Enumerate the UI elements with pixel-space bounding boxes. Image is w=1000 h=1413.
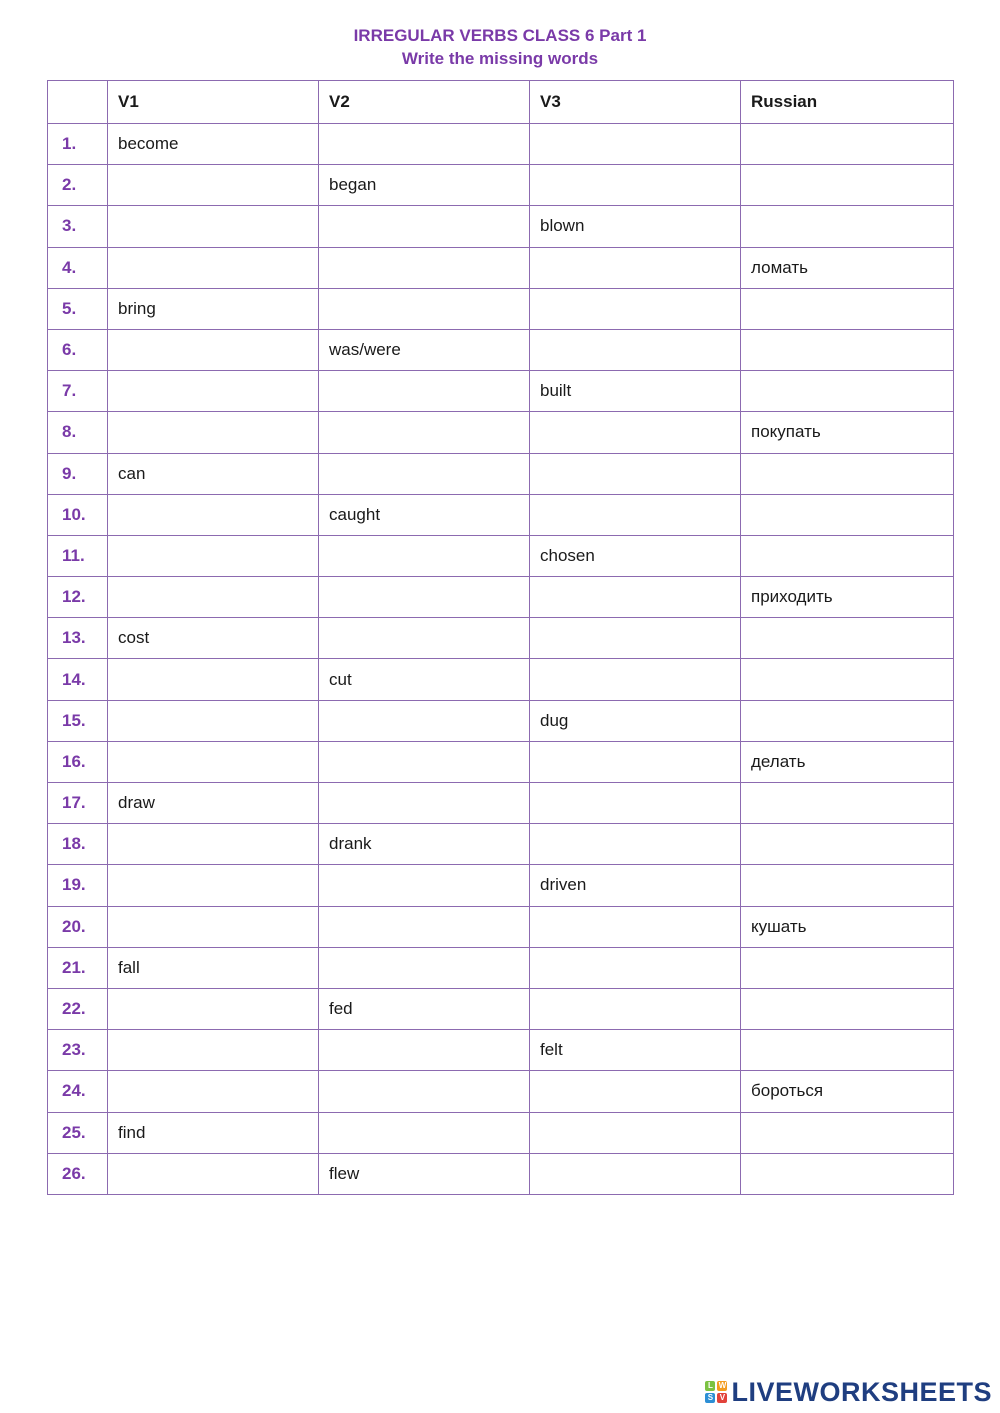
cell-v1[interactable] <box>108 165 319 206</box>
row-number: 8. <box>48 412 108 453</box>
cell-v1[interactable] <box>108 412 319 453</box>
table-row <box>48 371 954 412</box>
cell-v2: caught <box>319 494 530 535</box>
cell-russian[interactable] <box>741 865 954 906</box>
cell-v2[interactable] <box>319 1030 530 1071</box>
row-number: 18. <box>48 824 108 865</box>
cell-v2[interactable] <box>319 453 530 494</box>
cell-v1[interactable] <box>108 988 319 1029</box>
cell-v2[interactable] <box>319 865 530 906</box>
row-number: 16. <box>48 741 108 782</box>
cell-v3[interactable] <box>530 1153 741 1194</box>
cell-v2[interactable] <box>319 124 530 165</box>
cell-v2: drank <box>319 824 530 865</box>
cell-russian: покупать <box>741 412 954 453</box>
cell-v2[interactable] <box>319 906 530 947</box>
cell-v3[interactable] <box>530 165 741 206</box>
logo-mark-s: S <box>705 1393 715 1403</box>
cell-v2[interactable] <box>319 947 530 988</box>
cell-v3: driven <box>530 865 741 906</box>
cell-v3[interactable] <box>530 824 741 865</box>
cell-v1[interactable] <box>108 494 319 535</box>
row-number: 2. <box>48 165 108 206</box>
cell-russian[interactable] <box>741 618 954 659</box>
cell-v2[interactable] <box>319 741 530 782</box>
cell-v1[interactable] <box>108 1071 319 1112</box>
cell-v3[interactable] <box>530 783 741 824</box>
table-row <box>48 1071 954 1112</box>
table-body <box>48 124 954 1195</box>
table-row <box>48 906 954 947</box>
cell-russian[interactable] <box>741 1030 954 1071</box>
table-row <box>48 165 954 206</box>
cell-russian[interactable] <box>741 783 954 824</box>
cell-v2[interactable] <box>319 1112 530 1153</box>
cell-russian[interactable] <box>741 288 954 329</box>
row-number: 1. <box>48 124 108 165</box>
cell-v1[interactable] <box>108 577 319 618</box>
cell-russian[interactable] <box>741 947 954 988</box>
cell-v1[interactable] <box>108 535 319 576</box>
cell-v3[interactable] <box>530 906 741 947</box>
cell-v3: dug <box>530 700 741 741</box>
cell-v3[interactable] <box>530 947 741 988</box>
cell-v2: was/were <box>319 329 530 370</box>
row-number: 17. <box>48 783 108 824</box>
table-row <box>48 124 954 165</box>
cell-v2: fed <box>319 988 530 1029</box>
table-row <box>48 577 954 618</box>
cell-russian[interactable] <box>741 453 954 494</box>
row-number: 22. <box>48 988 108 1029</box>
cell-v3[interactable] <box>530 1112 741 1153</box>
row-number: 13. <box>48 618 108 659</box>
table-row <box>48 700 954 741</box>
logo-mark-l: L <box>705 1381 715 1391</box>
cell-v3[interactable] <box>530 618 741 659</box>
cell-v3[interactable] <box>530 453 741 494</box>
cell-v3[interactable] <box>530 659 741 700</box>
table-row <box>48 618 954 659</box>
cell-v1[interactable] <box>108 247 319 288</box>
cell-v1[interactable] <box>108 865 319 906</box>
cell-russian: бороться <box>741 1071 954 1112</box>
cell-russian[interactable] <box>741 988 954 1029</box>
cell-russian[interactable] <box>741 535 954 576</box>
cell-v1: can <box>108 453 319 494</box>
header-v2: V2 <box>319 81 530 124</box>
table-row <box>48 494 954 535</box>
cell-v3: built <box>530 371 741 412</box>
table-row <box>48 988 954 1029</box>
table-row <box>48 1153 954 1194</box>
cell-v1[interactable] <box>108 329 319 370</box>
cell-v3[interactable] <box>530 247 741 288</box>
header-v3: V3 <box>530 81 741 124</box>
row-number: 20. <box>48 906 108 947</box>
table-row <box>48 453 954 494</box>
cell-russian[interactable] <box>741 1153 954 1194</box>
row-number: 21. <box>48 947 108 988</box>
cell-v3[interactable] <box>530 124 741 165</box>
row-number: 14. <box>48 659 108 700</box>
row-number: 26. <box>48 1153 108 1194</box>
cell-v3[interactable] <box>530 741 741 782</box>
cell-v2[interactable] <box>319 247 530 288</box>
row-number: 4. <box>48 247 108 288</box>
logo-mark-icon <box>705 1381 727 1403</box>
cell-v1: bring <box>108 288 319 329</box>
cell-v3[interactable] <box>530 288 741 329</box>
cell-v1[interactable] <box>108 1153 319 1194</box>
cell-russian: приходить <box>741 577 954 618</box>
title-line-2: Write the missing words <box>401 49 599 68</box>
cell-russian[interactable] <box>741 206 954 247</box>
row-number: 9. <box>48 453 108 494</box>
cell-v1: fall <box>108 947 319 988</box>
cell-v3[interactable] <box>530 577 741 618</box>
table-row <box>48 947 954 988</box>
cell-v1: find <box>108 1112 319 1153</box>
cell-v2[interactable] <box>319 535 530 576</box>
row-number: 12. <box>48 577 108 618</box>
liveworksheets-logo <box>705 1377 992 1407</box>
cell-russian: ломать <box>741 247 954 288</box>
cell-russian[interactable] <box>741 124 954 165</box>
cell-v1[interactable] <box>108 741 319 782</box>
row-number: 15. <box>48 700 108 741</box>
verbs-table <box>47 80 954 1195</box>
header-number <box>48 81 108 124</box>
table-row <box>48 247 954 288</box>
cell-v1[interactable] <box>108 824 319 865</box>
cell-v3[interactable] <box>530 412 741 453</box>
table-row <box>48 1112 954 1153</box>
cell-v3: blown <box>530 206 741 247</box>
cell-russian[interactable] <box>741 659 954 700</box>
cell-v1[interactable] <box>108 659 319 700</box>
table-row <box>48 288 954 329</box>
cell-v1[interactable] <box>108 906 319 947</box>
cell-v2: cut <box>319 659 530 700</box>
cell-v1: draw <box>108 783 319 824</box>
cell-russian[interactable] <box>741 1112 954 1153</box>
row-number: 23. <box>48 1030 108 1071</box>
cell-v3: felt <box>530 1030 741 1071</box>
cell-v2[interactable] <box>319 577 530 618</box>
cell-v2[interactable] <box>319 288 530 329</box>
row-number: 6. <box>48 329 108 370</box>
cell-v1[interactable] <box>108 206 319 247</box>
cell-v3[interactable] <box>530 329 741 370</box>
table-row <box>48 1030 954 1071</box>
table-row <box>48 412 954 453</box>
cell-v1: become <box>108 124 319 165</box>
cell-v1: cost <box>108 618 319 659</box>
cell-v2[interactable] <box>319 700 530 741</box>
header-v1: V1 <box>108 81 319 124</box>
cell-v2[interactable] <box>319 412 530 453</box>
cell-v3[interactable] <box>530 1071 741 1112</box>
cell-v2: flew <box>319 1153 530 1194</box>
row-number: 5. <box>48 288 108 329</box>
cell-russian[interactable] <box>741 371 954 412</box>
cell-v1[interactable] <box>108 700 319 741</box>
row-number: 10. <box>48 494 108 535</box>
cell-v1[interactable] <box>108 1030 319 1071</box>
cell-russian[interactable] <box>741 329 954 370</box>
header-russian: Russian <box>741 81 954 124</box>
cell-v2[interactable] <box>319 371 530 412</box>
cell-russian[interactable] <box>741 494 954 535</box>
table-row <box>48 741 954 782</box>
worksheet-title <box>0 24 1000 70</box>
cell-russian: делать <box>741 741 954 782</box>
cell-russian: кушать <box>741 906 954 947</box>
cell-v3: chosen <box>530 535 741 576</box>
title-line-1: IRREGULAR VERBS CLASS 6 Part 1 <box>353 26 647 45</box>
table-row <box>48 865 954 906</box>
logo-mark-w: W <box>718 1381 727 1390</box>
cell-v2: began <box>319 165 530 206</box>
row-number: 19. <box>48 865 108 906</box>
table-row <box>48 783 954 824</box>
row-number: 24. <box>48 1071 108 1112</box>
row-number: 11. <box>48 535 108 576</box>
cell-v1[interactable] <box>108 371 319 412</box>
cell-v3[interactable] <box>530 494 741 535</box>
logo-mark-v: V <box>717 1393 727 1403</box>
row-number: 3. <box>48 206 108 247</box>
row-number: 7. <box>48 371 108 412</box>
cell-v2[interactable] <box>319 618 530 659</box>
cell-v2[interactable] <box>319 783 530 824</box>
table-header-row <box>48 81 954 124</box>
cell-russian[interactable] <box>741 824 954 865</box>
cell-v3[interactable] <box>530 988 741 1029</box>
cell-v2[interactable] <box>319 1071 530 1112</box>
cell-russian[interactable] <box>741 700 954 741</box>
cell-v2[interactable] <box>319 206 530 247</box>
table-row <box>48 329 954 370</box>
table-row <box>48 535 954 576</box>
row-number: 25. <box>48 1112 108 1153</box>
table-row <box>48 659 954 700</box>
table-row <box>48 824 954 865</box>
logo-text: LIVEWORKSHEETS <box>731 1376 992 1407</box>
table-row <box>48 206 954 247</box>
cell-russian[interactable] <box>741 165 954 206</box>
